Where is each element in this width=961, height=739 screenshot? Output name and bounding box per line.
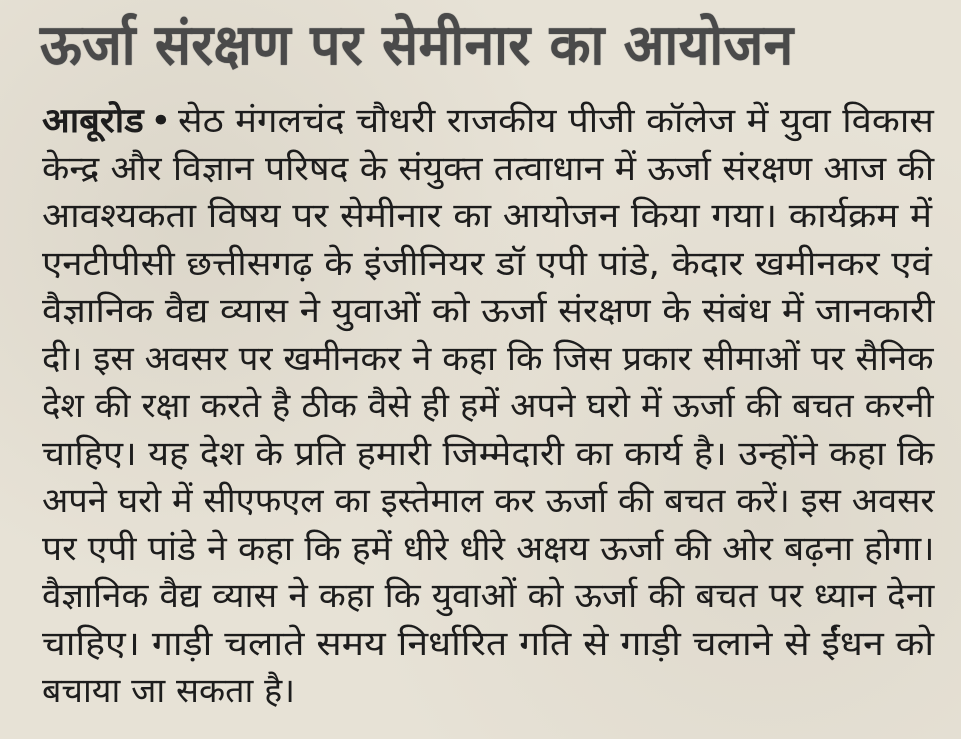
headline: ऊर्जा संरक्षण पर सेमीनार का आयोजन xyxy=(40,13,794,78)
article-line-text: सेठ मंगलचंद चौधरी राजकीय पीजी कॉलेज में युवा विकास xyxy=(177,101,934,141)
article-line: वैज्ञानिक वैद्य व्यास ने युवाओं को ऊर्जा संरक्षण के संबंध में जानकारी xyxy=(42,291,935,331)
article-line: चाहिए। यह देश के प्रति हमारी जिम्मेदारी का कार्य है। उन्होंने कहा कि xyxy=(42,433,935,474)
article-line: वैज्ञानिक वैद्य व्यास ने कहा कि युवाओं को ऊर्जा की बचत पर ध्यान देना xyxy=(42,576,935,616)
dateline: आबूरोड xyxy=(42,101,144,141)
article-line: चाहिए। गाड़ी चलाते समय निर्धारित गति से गाड़ी चलाने से ईंधन को xyxy=(42,623,935,664)
article-line: बचाया जा सकता है। xyxy=(42,671,296,711)
article-line: केन्द्र और विज्ञान परिषद के संयुक्त तत्वाधान में ऊर्जा संरक्षण आज की xyxy=(42,148,935,189)
article-line: आवश्यकता विषय पर सेमीनार का आयोजन किया गया। कार्यक्रम में xyxy=(42,196,933,236)
article-line: दी। इस अवसर पर खमीनकर ने कहा कि जिस प्रकार सीमाओं पर सैनिक xyxy=(42,338,934,379)
article-line xyxy=(42,98,961,146)
article-body xyxy=(42,98,938,716)
article-line: एनटीपीसी छत्तीसगढ़ के इंजीनियर डॉ एपी पांडे, केदार खमीनकर एवं xyxy=(42,243,932,284)
article-line: देश की रक्षा करते है ठीक वैसे ही हमें अपने घरो में ऊर्जा की बचत करनी xyxy=(42,386,934,426)
article-line: अपने घरो में सीएफएल का इस्तेमाल कर ऊर्जा की बचत करें। इस अवसर xyxy=(42,481,935,521)
article-line: पर एपी पांडे ने कहा कि हमें धीरे धीरे अक्षय ऊर्जा की ओर बढ़ना होगा। xyxy=(42,528,935,569)
dateline-bullet: • xyxy=(150,101,172,141)
